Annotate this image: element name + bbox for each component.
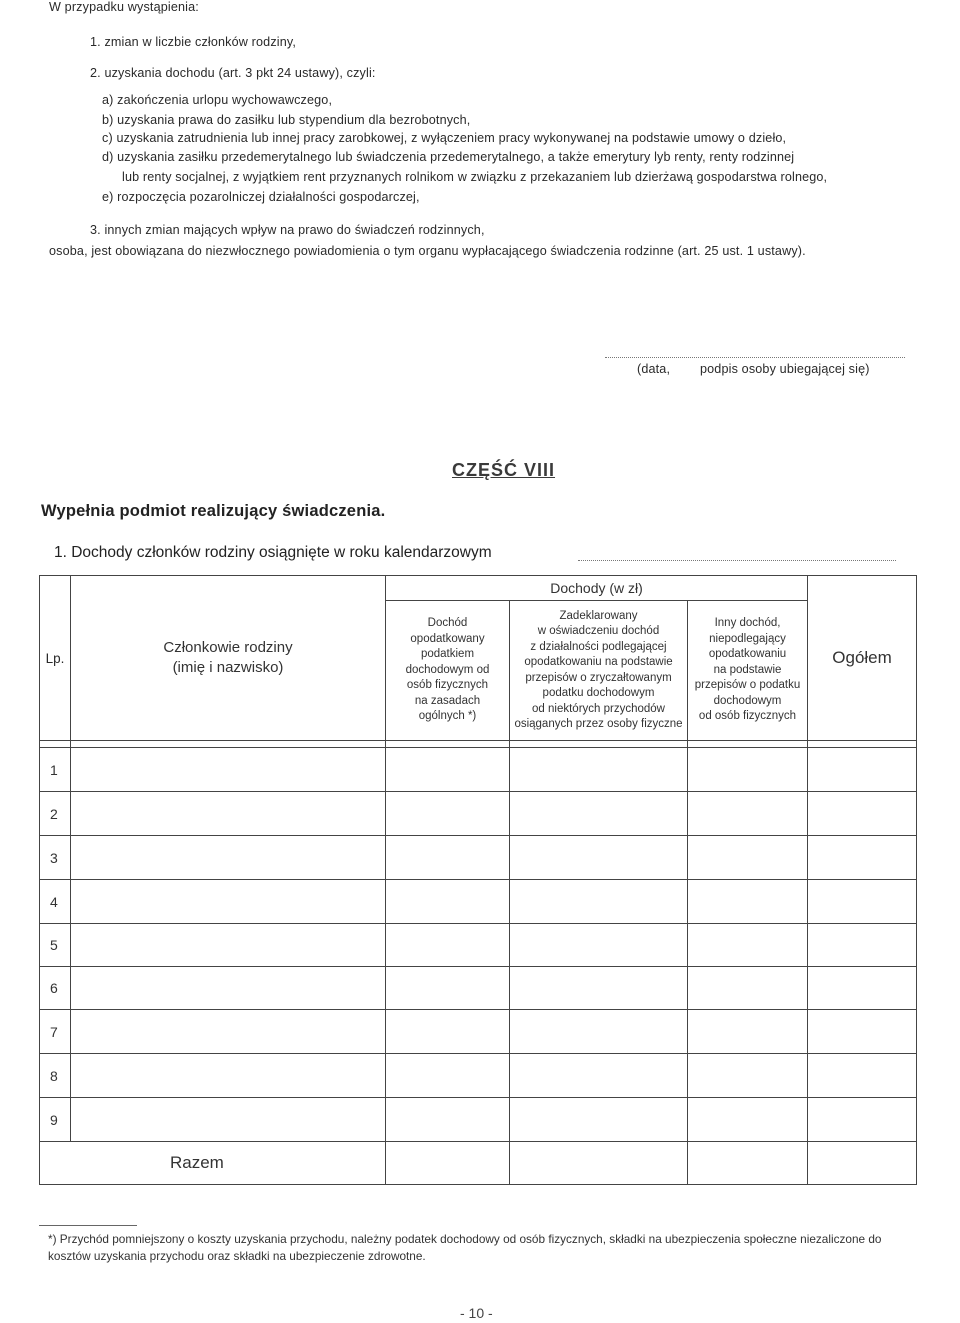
lump-sum-income-cell[interactable] [510, 836, 688, 880]
lump-sum-income-cell[interactable] [510, 967, 688, 1010]
members-header-line2: (imię i nazwisko) [172, 659, 284, 676]
col2-line: w oświadczeniu dochód [537, 625, 660, 637]
general-income-cell[interactable] [386, 836, 510, 880]
total-cell[interactable] [808, 836, 917, 880]
signature-line[interactable] [605, 357, 905, 358]
general-income-cell[interactable] [386, 880, 510, 924]
member-name-cell[interactable] [71, 1010, 386, 1054]
table-row [40, 836, 917, 880]
total-cell[interactable] [808, 1010, 917, 1054]
general-income-cell[interactable] [386, 1010, 510, 1054]
sum-label: Razem [40, 1142, 386, 1185]
lump-sum-income-cell[interactable] [510, 1010, 688, 1054]
sum-cell[interactable] [808, 1142, 917, 1185]
lump-sum-income-cell[interactable] [510, 792, 688, 836]
general-income-cell[interactable] [386, 1098, 510, 1142]
member-name-cell[interactable] [71, 880, 386, 924]
other-income-cell[interactable] [688, 924, 808, 967]
member-name-cell[interactable] [71, 792, 386, 836]
col-general-tax-income [386, 601, 510, 741]
members-header [71, 576, 386, 741]
member-name-cell[interactable] [71, 836, 386, 880]
col1-line: osób fizycznych [406, 679, 489, 692]
signature-label: podpis osoby ubiegającej się) [700, 362, 870, 376]
item-2a: a) zakończenia urlopu wychowawczego, [102, 93, 333, 107]
total-cell[interactable] [808, 880, 917, 924]
col3-line: od osób fizycznych [698, 710, 797, 723]
col3-line: niepodlegający [709, 632, 786, 645]
member-name-cell[interactable] [71, 1098, 386, 1142]
general-income-cell[interactable] [386, 967, 510, 1010]
table-row [40, 792, 917, 836]
row-number: 6 [40, 967, 71, 1010]
col2-line: Zadeklarowany [559, 609, 638, 622]
income-table [39, 575, 917, 1185]
member-name-cell[interactable] [71, 967, 386, 1010]
col1-line: na zasadach [414, 694, 481, 707]
col2-line: przepisów o zryczałtowanym [525, 671, 672, 684]
col2-line: od niektórych przychodów [532, 702, 665, 715]
other-income-cell[interactable] [688, 880, 808, 924]
col3-line: Inny dochód, [714, 617, 781, 630]
sum-cell[interactable] [386, 1142, 510, 1185]
table-row [40, 748, 917, 792]
member-name-cell[interactable] [71, 1054, 386, 1098]
col2-line: osiąganych przez osoby fizyczne [514, 718, 683, 730]
table-row [40, 1010, 917, 1054]
row-number: 3 [40, 836, 71, 880]
total-header: Ogółem [808, 576, 917, 741]
table-row [40, 967, 917, 1010]
total-cell[interactable] [808, 1098, 917, 1142]
lump-sum-income-cell[interactable] [510, 924, 688, 967]
total-cell[interactable] [808, 924, 917, 967]
col1-line: dochodowym od [405, 663, 490, 676]
sum-cell[interactable] [688, 1142, 808, 1185]
total-cell[interactable] [808, 748, 917, 792]
part-title: CZĘŚĆ VIII [452, 460, 556, 480]
lump-sum-income-cell[interactable] [510, 1054, 688, 1098]
col3-line: na podstawie [713, 663, 782, 676]
section-heading: 1. Dochody członków rodziny osiągnięte w roku kalendarzowym [54, 544, 492, 561]
item-2d-line1: d) uzyskania zasiłku przedemerytalnego lub świadczenia przedemerytalnego, a także emerytury lyb renty, renty rodzinnej [102, 150, 795, 164]
col3-line: opodatkowaniu [708, 648, 787, 661]
col-other-income [688, 601, 808, 741]
row-number: 8 [40, 1054, 71, 1098]
item-2: 2. uzyskania dochodu (art. 3 pkt 24 ustawy), czyli: [90, 66, 376, 80]
lump-sum-income-cell[interactable] [510, 1098, 688, 1142]
other-income-cell[interactable] [688, 836, 808, 880]
other-income-cell[interactable] [688, 792, 808, 836]
other-income-cell[interactable] [688, 967, 808, 1010]
general-income-cell[interactable] [386, 924, 510, 967]
col-lump-sum-income [510, 601, 688, 741]
general-income-cell[interactable] [386, 792, 510, 836]
other-income-cell[interactable] [688, 1054, 808, 1098]
members-header-line1: Członkowie rodziny [163, 639, 293, 656]
general-income-cell[interactable] [386, 1054, 510, 1098]
footnote: *) Przychód pomniejszony o koszty uzyskania przychodu, należny podatek dochodowy od osób fizycznych, składki na ubezpieczenia społeczne niezaliczone do kosztów uzyskania przychodu oraz składki na ubezpieczenie zdrowotne. [48, 1232, 882, 1263]
item-3: 3. innych zmian mających wpływ na prawo do świadczeń rodzinnych, [90, 223, 485, 237]
header-separator [40, 741, 917, 748]
col3-line: przepisów o podatku [694, 679, 801, 692]
row-number: 5 [40, 924, 71, 967]
table-row [40, 1054, 917, 1098]
year-field[interactable] [578, 560, 896, 561]
table-row [40, 1098, 917, 1142]
general-income-cell[interactable] [386, 748, 510, 792]
item-2e: e) rozpoczęcia pozarolniczej działalności gospodarczej, [102, 190, 420, 204]
item-2d-line2: lub renty socjalnej, z wyjątkiem rent przyznanych rolnikom w związku z przekazaniem lub dzierżawą gospodarstwa rolnego, [122, 170, 828, 184]
other-income-cell[interactable] [688, 1010, 808, 1054]
member-name-cell[interactable] [71, 748, 386, 792]
intro-text: W przypadku wystąpienia: [49, 0, 199, 14]
income-group-header: Dochody (w zł) [386, 576, 808, 601]
lp-header: Lp. [40, 576, 71, 741]
col2-line: podatku dochodowym [542, 687, 655, 699]
other-income-cell[interactable] [688, 1098, 808, 1142]
fill-heading: Wypełnia podmiot realizujący świadczenia. [41, 502, 386, 520]
col1-line: opodatkowany [410, 632, 485, 645]
col1-line: Dochód [427, 617, 468, 630]
row-number: 1 [40, 748, 71, 792]
col2-line: z działalności podlegającej [530, 640, 667, 653]
member-name-cell[interactable] [71, 924, 386, 967]
obligation-text: osoba, jest obowiązana do niezwłocznego powiadomienia o tym organu wypłacającego świadczenia rodzinne (art. 25 ust. 1 ustawy). [49, 244, 806, 258]
row-number: 9 [40, 1098, 71, 1142]
sum-row [40, 1142, 917, 1185]
total-cell[interactable] [808, 792, 917, 836]
row-number: 7 [40, 1010, 71, 1054]
col1-line: ogólnych *) [418, 710, 477, 723]
col3-line: dochodowym [713, 694, 782, 707]
date-label: (data, [637, 362, 671, 376]
table-row [40, 880, 917, 924]
lump-sum-income-cell[interactable] [510, 748, 688, 792]
total-cell[interactable] [808, 967, 917, 1010]
row-number: 4 [40, 880, 71, 924]
item-2c: c) uzyskania zatrudnienia lub innej pracy zarobkowej, z wyłączeniem pracy wykonywanej na podstawie umowy o dzieło, [102, 131, 787, 145]
item-2b: b) uzyskania prawa do zasiłku lub stypendium dla bezrobotnych, [102, 113, 471, 127]
item-1: 1. zmian w liczbie członków rodziny, [90, 35, 297, 49]
table-row [40, 924, 917, 967]
other-income-cell[interactable] [688, 748, 808, 792]
col1-line: podatkiem [420, 648, 475, 661]
row-number: 2 [40, 792, 71, 836]
col2-line: opodatkowaniu na podstawie [524, 656, 673, 668]
page-number: - 10 - [460, 1305, 493, 1321]
lump-sum-income-cell[interactable] [510, 880, 688, 924]
total-cell[interactable] [808, 1054, 917, 1098]
sum-cell[interactable] [510, 1142, 688, 1185]
footnote-rule [39, 1225, 137, 1226]
